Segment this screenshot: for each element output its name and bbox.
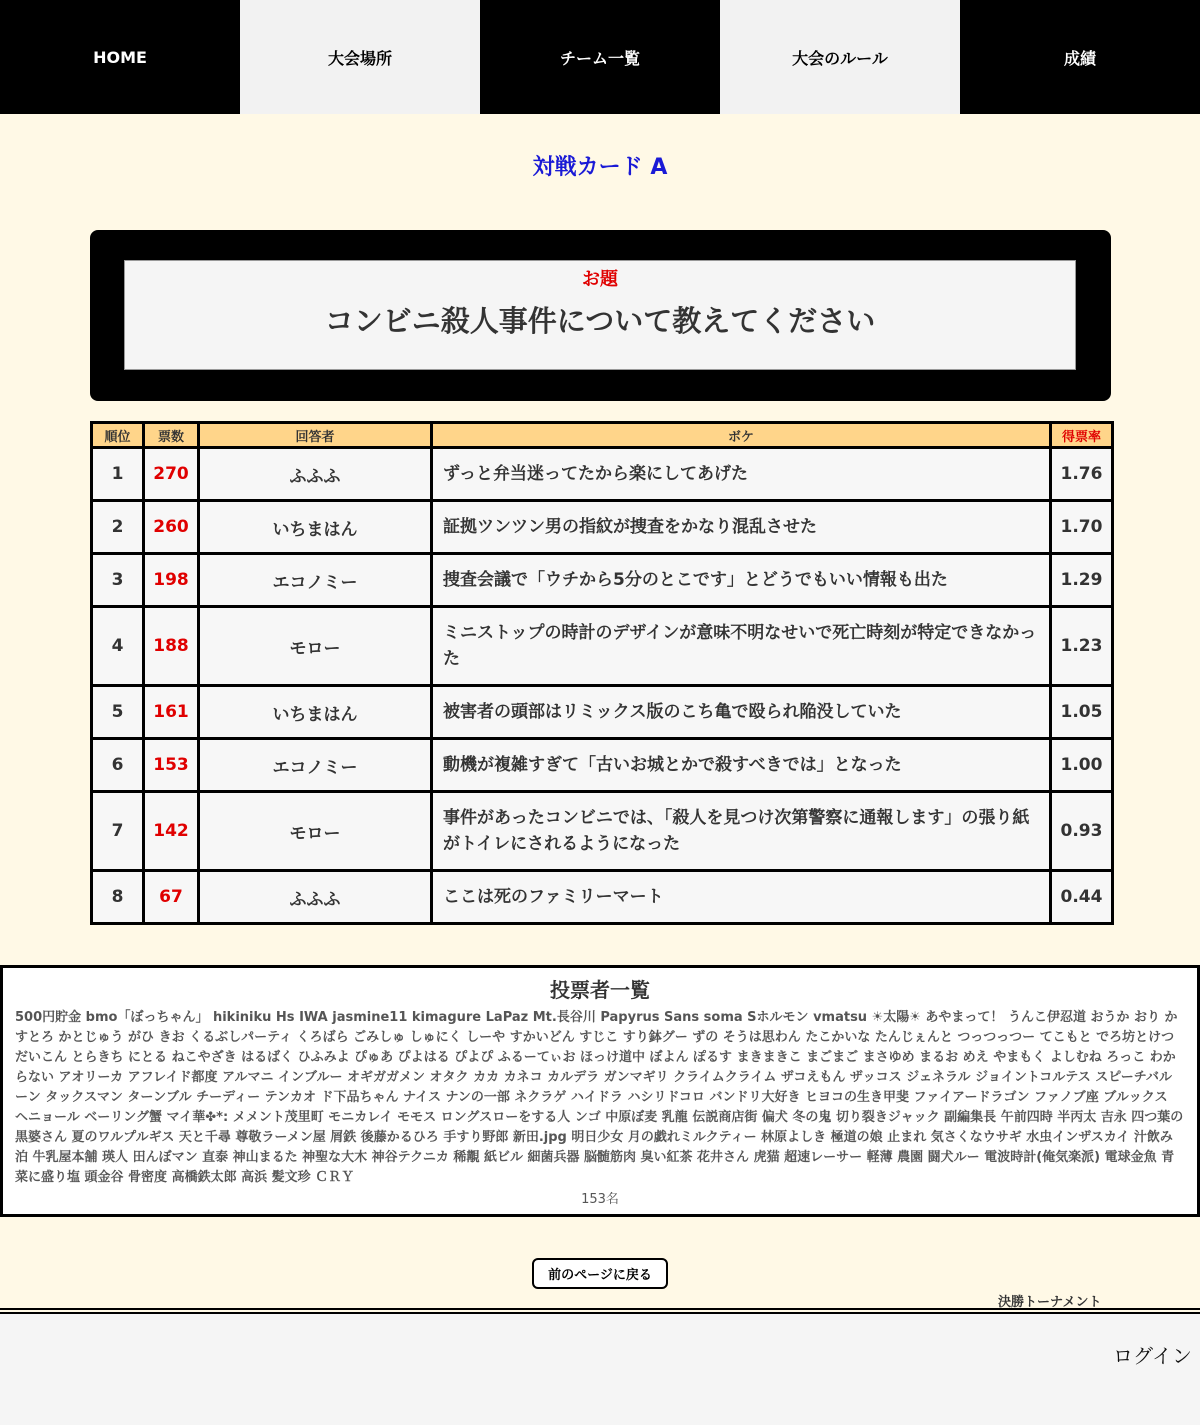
header-rate: 得票率 — [1051, 423, 1113, 448]
rate-cell: 1.05 — [1051, 686, 1113, 739]
rank-cell: 7 — [92, 792, 144, 871]
header-name: 回答者 — [199, 423, 432, 448]
nav-teams[interactable]: チーム一覧 — [480, 0, 720, 114]
boke-cell: 捜査会議で「ウチから5分のとこです」とどうでもいい情報も出た — [432, 554, 1051, 607]
table-row — [92, 871, 1113, 924]
rank-cell: 5 — [92, 686, 144, 739]
boke-cell: 証拠ツンツン男の指紋が捜査をかなり混乱させた — [432, 501, 1051, 554]
odai-panel — [124, 260, 1076, 370]
nav-rules[interactable]: 大会のルール — [720, 0, 960, 114]
table-row — [92, 554, 1113, 607]
votes-cell: 67 — [144, 871, 199, 924]
rate-cell: 0.93 — [1051, 792, 1113, 871]
odai-label: お題 — [582, 269, 618, 290]
rate-cell: 1.29 — [1051, 554, 1113, 607]
voters-list: 500円貯金 bmo「ぼっちゃん」 hikiniku Hs IWA jasmine11 kimagure LaPaz Mt.長谷川 Papyrus Sans soma Sホルモン vmatsu ☀太陽☀ あやまって！ うんこ伊忍道 おうか おり かすとろ かとじゅう がひ きお くるぶしパーティ くろばら ごみしゅ しゅにく しーや すかいどん すじこ すり鉢グー ずの そうは思わん たこかいな たんじぇんと つっつっつー てこもと でろ坊とけつだいこん とらきち にとる ねこやざき はるばく ひふみよ ぴゅあ ぴよはる ぴよぴ ふるーてぃお ほっけ道中 ぼよん ぽるす まきまきこ まごまご まさゆめ まるお めえ やまもく よしむね ろっこ わからない アオリーカ アフレイド都度 アルマニ インブルー オギガガメン オタク カカ カネコ カルデラ ガンマギリ クライムクライム ザコえもん ザッコス ジェネラル ジョイントコルテス スピーチバルーン タックスマン ターンブル チーディー テンカオ ド下品ちゃん ナイス ナンの一部 ネクラゲ ハイドラ ハシリドコロ バンドリ大好き ヒヨコの生き甲斐 ファイアードラゴン ファノブ座 ブルックス ヘニョール ベーリング蟹 マイ華✤*: メメント茂里町 モニカレイ モモス ロングスローをする人 ンゴ 中原ぼ麦 乳龍 伝説商店街 偏犬 冬の鬼 切り裂きジャック 副編集長 午前四時 半丙太 吉永 四つ葉の黒婆さん 夏のワルプルギス 天と千尋 尊敬ラーメン屋 屑鉄 後藤かるひろ 手すり野郎 新田.jpg 明日少女 月の戯れミルクティー 林原よしき 極道の娘 止まれ 気さくなウサギ 水虫インザスカイ 汁飲み 泊 牛乳屋本舗 瑛人 田んぼマン 直泰 神山まるた 神聖な大木 神谷テクニカ 稀覯 紙ビル 細菌兵器 脳髄筋肉 臭い紅茶 花井さん 虎猫 超速レーサー 軽薄 農園 闘犬ルー 電波時計(俺気楽派) 電球金魚 青菜に盛り塩 頭金谷 骨密度 高橋鉄太郎 高浜 髪文珍 ＣＲＹ — [15, 1010, 1184, 1185]
name-cell: ふふふ — [199, 871, 432, 924]
rate-cell: 1.70 — [1051, 501, 1113, 554]
header-rank: 順位 — [92, 423, 144, 448]
name-cell: いちまはん — [199, 501, 432, 554]
header-boke: ボケ — [432, 423, 1051, 448]
rate-cell: 0.44 — [1051, 871, 1113, 924]
table-row — [92, 792, 1113, 871]
boke-cell: ずっと弁当迷ってたから楽にしてあげた — [432, 448, 1051, 501]
table-row — [92, 686, 1113, 739]
odai-text: コンビニ殺人事件について教えてください — [324, 304, 876, 338]
login-link[interactable]: ログイン — [1113, 1344, 1192, 1368]
rank-cell: 4 — [92, 607, 144, 686]
voters-title: 投票者一覧 — [550, 978, 650, 1002]
boke-cell: 被害者の頭部はリミックス版のこち亀で殴られ陥没していた — [432, 686, 1051, 739]
boke-cell: ミニストップの時計のデザインが意味不明なせいで死亡時刻が特定できなかった — [432, 607, 1051, 686]
top-nav — [0, 0, 1200, 114]
rate-cell: 1.00 — [1051, 739, 1113, 792]
name-cell: いちまはん — [199, 686, 432, 739]
header-votes: 票数 — [144, 423, 199, 448]
name-cell: エコノミー — [199, 739, 432, 792]
nav-home[interactable]: HOME — [0, 0, 240, 114]
boke-cell: 動機が複雑すぎて「古いお城とかで殺すべきでは」となった — [432, 739, 1051, 792]
votes-cell: 161 — [144, 686, 199, 739]
nav-results[interactable]: 成績 — [960, 0, 1200, 114]
nav-venue[interactable]: 大会場所 — [240, 0, 480, 114]
page-title: 対戦カード A — [532, 155, 668, 180]
rank-cell: 2 — [92, 501, 144, 554]
table-row — [92, 448, 1113, 501]
table-row — [92, 607, 1113, 686]
rank-cell: 6 — [92, 739, 144, 792]
rank-cell: 3 — [92, 554, 144, 607]
name-cell: モロー — [199, 792, 432, 871]
votes-cell: 260 — [144, 501, 199, 554]
rank-cell: 1 — [92, 448, 144, 501]
voters-panel — [0, 965, 1200, 1217]
votes-cell: 142 — [144, 792, 199, 871]
votes-cell: 188 — [144, 607, 199, 686]
rate-cell: 1.23 — [1051, 607, 1113, 686]
votes-cell: 198 — [144, 554, 199, 607]
table-row — [92, 739, 1113, 792]
voters-count: 153名 — [581, 1192, 619, 1207]
boke-cell: 事件があったコンビニでは、「殺人を見つけ次第警察に通報します」の張り紙がトイレにされるようになった — [432, 792, 1051, 871]
table-header-row — [92, 423, 1113, 448]
footer — [0, 1314, 1200, 1425]
boke-cell: ここは死のファミリーマート — [432, 871, 1051, 924]
votes-cell: 153 — [144, 739, 199, 792]
votes-cell: 270 — [144, 448, 199, 501]
final-tournament-link[interactable]: 決勝トーナメント — [998, 1295, 1102, 1310]
table-row — [92, 501, 1113, 554]
name-cell: エコノミー — [199, 554, 432, 607]
name-cell: モロー — [199, 607, 432, 686]
back-button[interactable]: 前のページに戻る — [532, 1258, 668, 1289]
name-cell: ふふふ — [199, 448, 432, 501]
rank-cell: 8 — [92, 871, 144, 924]
ranking-table — [90, 421, 1114, 925]
odai-box — [90, 230, 1111, 401]
rate-cell: 1.76 — [1051, 448, 1113, 501]
